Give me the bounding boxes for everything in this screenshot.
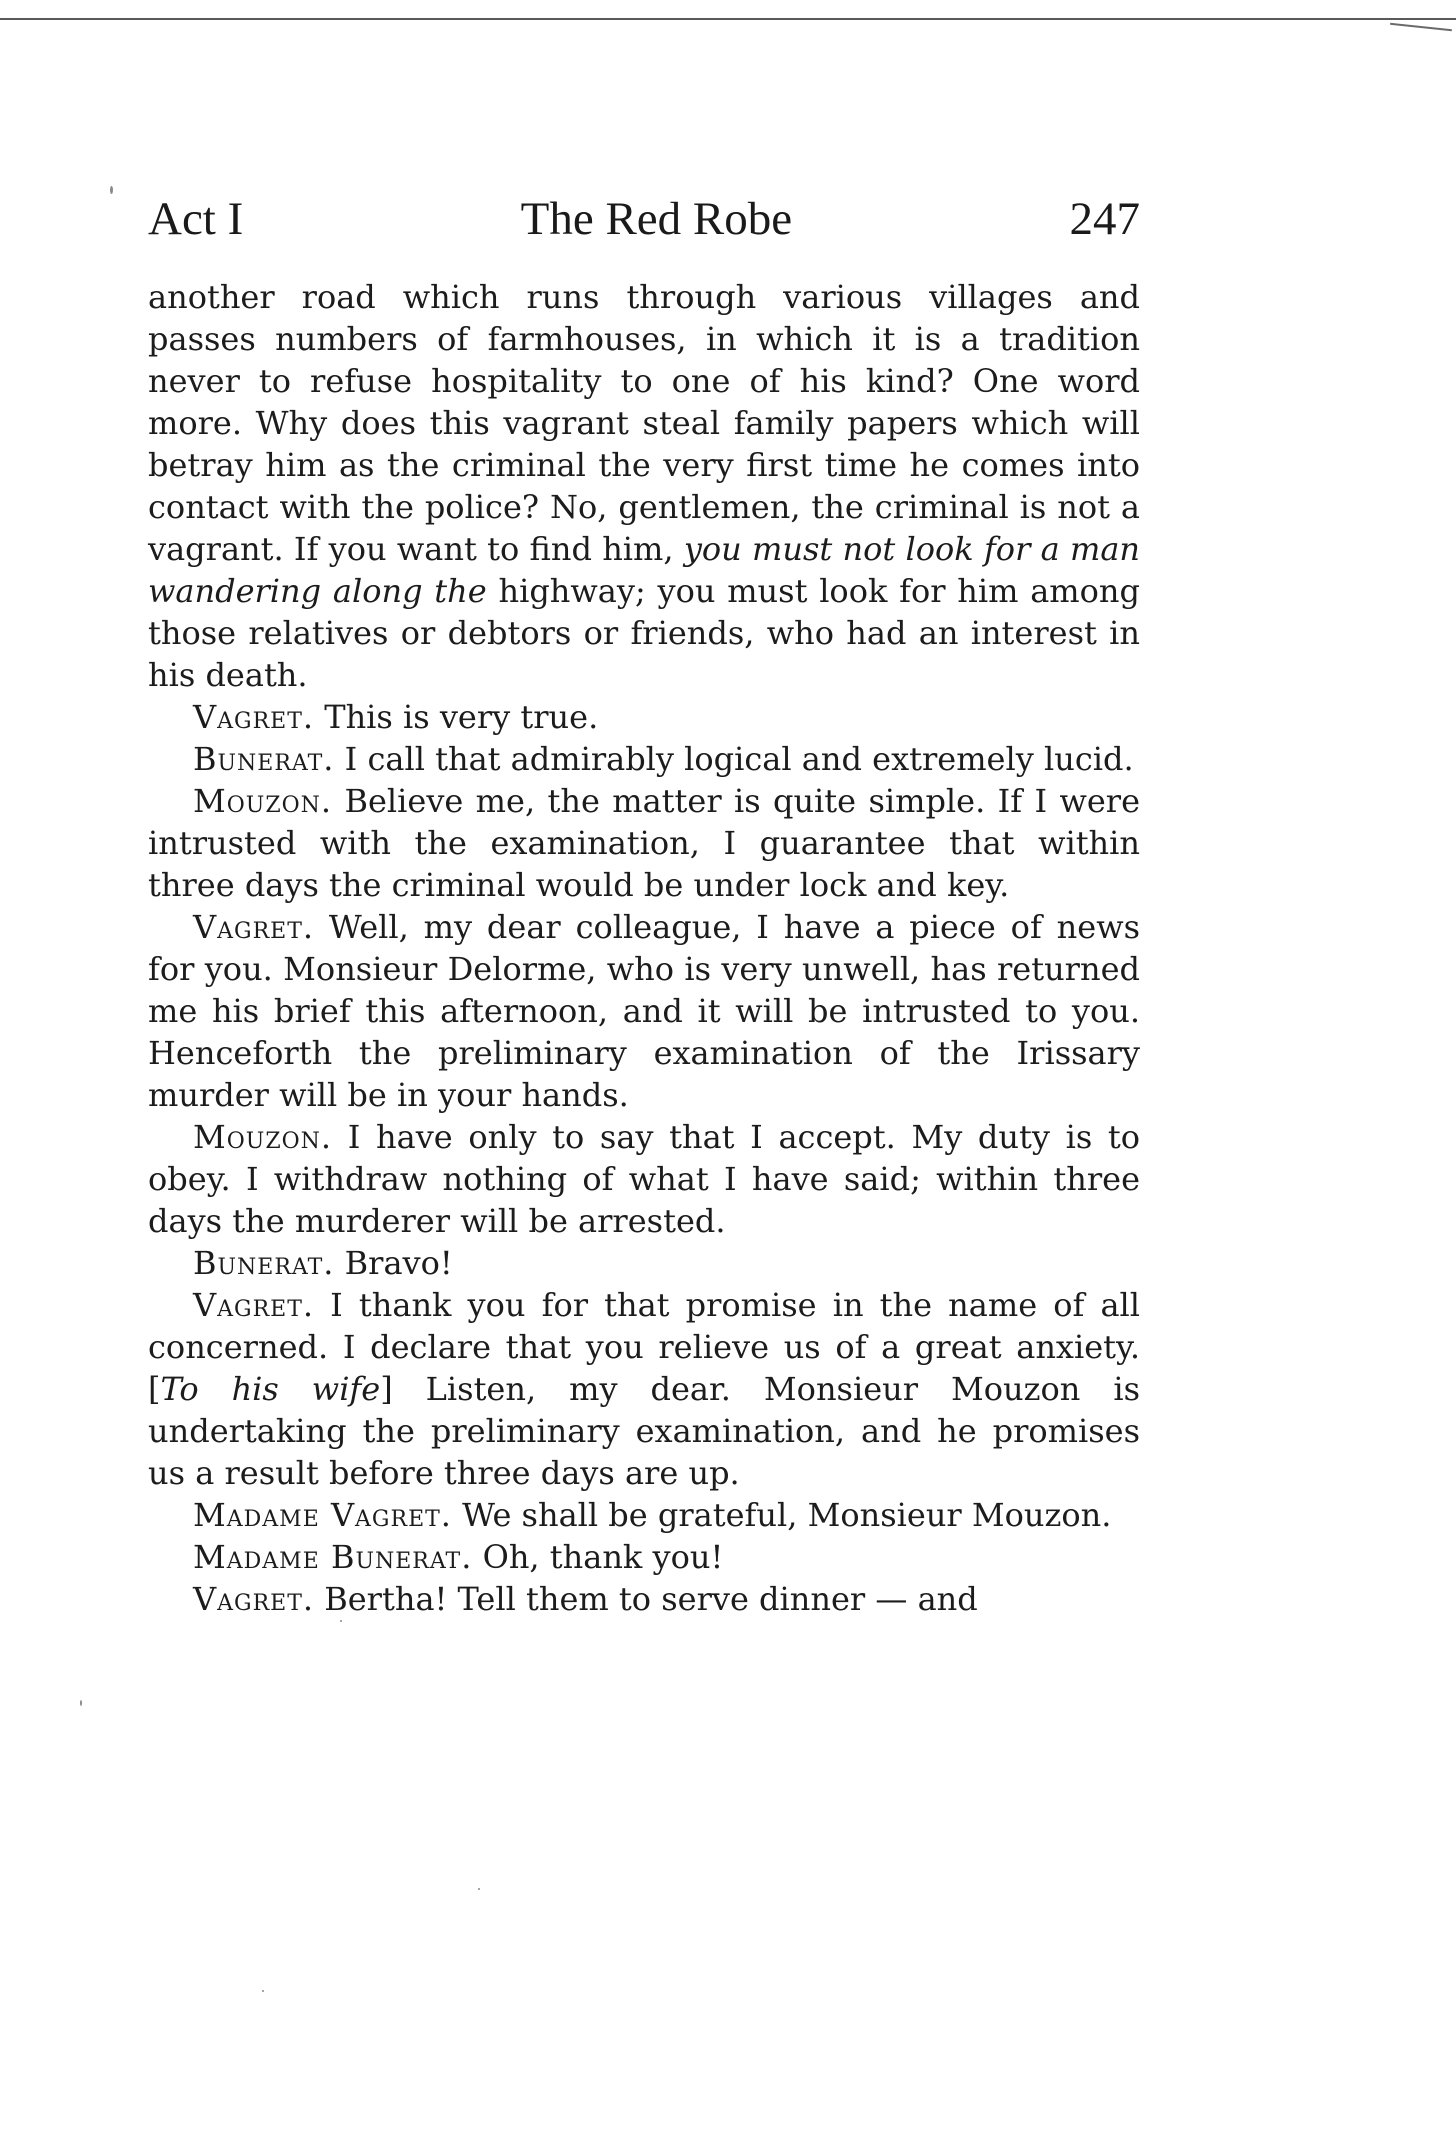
speech-text: ] Listen, my dear. Monsieur Mouzon is undertaking the preliminary examination, and he promises us a result before three days are up.: [148, 1370, 1141, 1492]
speech-text: Believe me, the matter is quite simple. If I were intrusted with the examination, I guarantee that within three days the criminal would be under lock and key.: [148, 782, 1141, 904]
speech-line: [148, 696, 1140, 738]
speech-line: [148, 1284, 1140, 1494]
speaker-name: Bunerat.: [193, 1244, 335, 1282]
speaker-name: Mouzon.: [193, 1118, 333, 1156]
speaker-name: Vagret.: [193, 908, 315, 946]
top-scan-rule: [0, 18, 1456, 20]
speech-line: [148, 738, 1140, 780]
speech-text: We shall be grateful, Monsieur Mouzon.: [462, 1496, 1112, 1534]
speech-line: [148, 906, 1140, 1116]
speech-line: [148, 1494, 1140, 1536]
speech-text: Bravo!: [344, 1244, 453, 1282]
speaker-name: Bunerat.: [193, 740, 335, 778]
speech-text: I thank you for that promise in the name of all concerned. I declare that you relieve us of a great anxiety. [: [148, 1286, 1141, 1408]
speech-text: I have only to say that I accept. My duty is to obey. I withdraw nothing of what I have said; within three days the murderer will be arrested.: [148, 1118, 1141, 1240]
speech-line: [148, 1578, 1140, 1620]
page-body: [148, 276, 1140, 1620]
speech-text: I call that admirably logical and extremely lucid.: [344, 740, 1134, 778]
speaker-name: Vagret.: [193, 1580, 315, 1618]
book-title: The Red Robe: [520, 193, 793, 245]
speaker-name: Vagret.: [193, 1286, 315, 1324]
speech-text: This is very true.: [324, 698, 599, 736]
speech-text: Well, my dear colleague, I have a piece of news for you. Monsieur Delorme, who is very unwell, has returned me his brief this afternoon, and it will be intrusted to you. Henceforth the preliminary examination of the Irissary murder will be in your hands.: [148, 908, 1140, 1114]
speech-line: [148, 780, 1140, 906]
speech-text: Bertha! Tell them to serve dinner — and: [324, 1580, 978, 1618]
top-scan-rule-tail: [1390, 23, 1452, 31]
speech-text: Oh, thank you!: [482, 1538, 724, 1576]
speaker-name: Mouzon.: [193, 782, 333, 820]
continuation-paragraph: another road which runs through various villages and passes numbers of farmhouses, in which it is a tradition never to refuse hospitality to one of his kind? One word more. Why does this vagrant steal family papers which will betray him as the criminal the very first time he comes into contact with the police? No, gentlemen, the criminal is not a vagrant. If you want to find him, you must not look for a man wandering along the highway; you must look for him among those relatives or debtors or friends, who had an interest in his death.: [148, 278, 1141, 694]
speaker-name: Vagret.: [193, 698, 315, 736]
speech-line: [148, 1536, 1140, 1578]
speech-line: [148, 1116, 1140, 1242]
speaker-name: Madame Bunerat.: [193, 1538, 473, 1576]
emphasis-text: you must not look for a man wandering along the: [148, 530, 1140, 610]
stage-direction: To his wife: [160, 1370, 381, 1408]
running-header: [148, 192, 1140, 256]
page-number: 247: [1069, 193, 1140, 245]
speech-line: [148, 1242, 1140, 1284]
speaker-name: Madame Vagret.: [193, 1496, 452, 1534]
act-label: Act I: [148, 193, 244, 245]
